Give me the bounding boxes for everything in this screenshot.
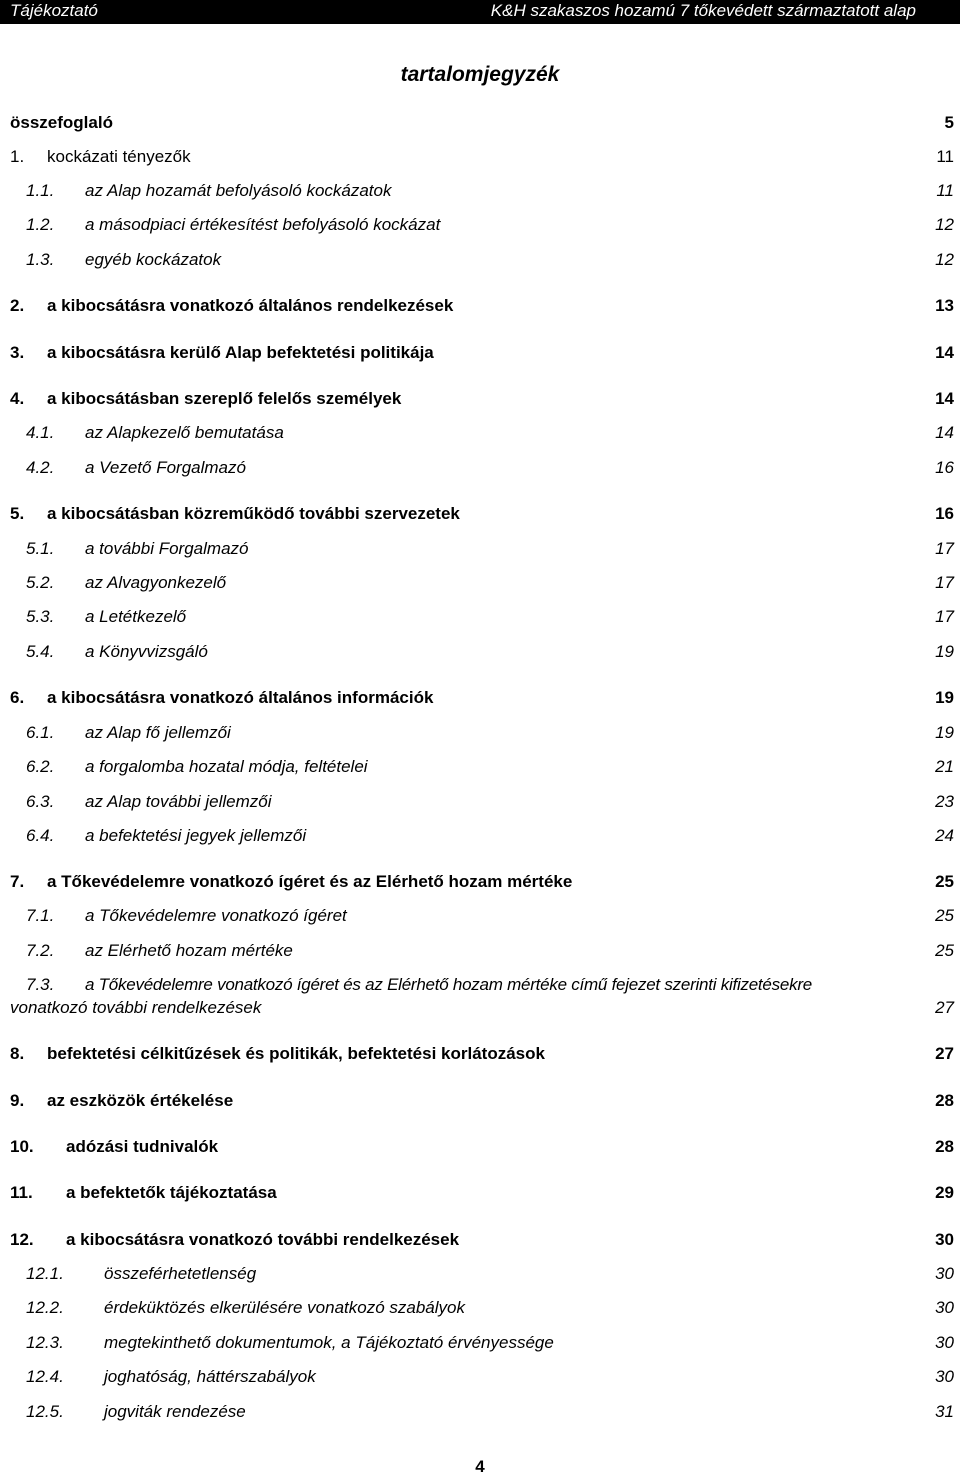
toc-entry-text: az Alap fő jellemzői [85,723,231,742]
toc-entry-text: a kibocsátásban közreműködő további szervezetek [47,504,460,523]
toc-entry-number: 5.1. [26,539,55,558]
toc-entry-page: 12 [935,215,954,234]
header-fund-name: K&H szakaszos hozamú 7 tőkevédett származtatott alap [490,1,916,20]
toc-entry-page: 31 [935,1402,954,1421]
toc-entry-number: 12. [10,1230,34,1249]
toc-entry-number: 12.5. [26,1402,64,1421]
toc-entry-number: 5.2. [26,573,55,592]
toc-entry-text: a Vezető Forgalmazó [85,458,246,477]
toc-entry-text: befektetési célkitűzések és politikák, befektetési korlátozások [47,1044,545,1063]
toc-entry-text-continued: vonatkozó további rendelkezések [10,998,262,1017]
toc-entry-number: 5.4. [26,642,55,661]
toc-entry-number: 7. [10,872,25,891]
toc-entry-number: 6. [10,688,25,707]
toc-entry-number: 6.4. [26,826,55,845]
toc-entry-number: 8. [10,1044,25,1063]
toc-entry-text: a kibocsátásra vonatkozó további rendelkezések [66,1230,460,1249]
toc-entry-page: 30 [935,1264,954,1283]
toc-entry-text: az eszközök értékelése [47,1091,234,1110]
toc-entry-number: 4.1. [26,423,55,442]
toc-entry-page: 14 [935,343,954,362]
toc-entry-number: 7.1. [26,906,55,925]
toc-entry-number: 12.2. [26,1298,64,1317]
toc-entry-text: az Alvagyonkezelő [85,573,227,592]
toc-entry-text: a másodpiaci értékesítést befolyásoló kockázat [85,215,441,234]
toc-entry-page: 25 [935,906,954,925]
toc-entry-page: 17 [935,607,954,626]
toc-entry-text: a Tőkevédelemre vonatkozó ígéret [85,906,347,925]
toc-entry-number: 7.2. [26,941,55,960]
toc-entry-page: 27 [935,998,954,1017]
toc-entry-text: a befektetők tájékoztatása [66,1183,277,1202]
toc-entry-text: a Tőkevédelemre vonatkozó ígéret és az Elérhető hozam mértéke [47,872,573,891]
toc-entry-text: összeférhetetlenség [104,1264,257,1283]
toc-entry-number: 1. [10,147,25,166]
toc-entry-text: megtekinthető dokumentumok, a Tájékoztató érvényessége [104,1333,554,1352]
toc-entry-number: 6.3. [26,792,55,811]
toc-entry-page: 17 [935,573,954,592]
toc-entry-text: érdeküktözés elkerülésére vonatkozó szabályok [104,1298,465,1317]
toc-entry-number: 12.1. [26,1264,64,1283]
toc-entry-text: a további Forgalmazó [85,539,249,558]
toc-entry-page: 12 [935,250,954,269]
toc-entry-text: a Könyvvizsgáló [85,642,208,661]
toc-entry-number: 1.1. [26,181,55,200]
toc-entry-page: 13 [935,296,954,315]
toc-entry-page: 28 [935,1091,954,1110]
toc-entry-text: a forgalomba hozatal módja, feltételei [85,757,368,776]
toc-entry-page: 30 [935,1298,954,1317]
toc-entry-page: 11 [936,181,954,200]
toc-entry-text: a kibocsátásban szereplő felelős személyek [47,389,402,408]
toc-entry-page: 23 [935,792,954,811]
toc-entry-text: a kibocsátásra vonatkozó általános rendelkezések [47,296,454,315]
toc-entry-number: 3. [10,343,25,362]
toc-entry-text: a Letétkezelő [85,607,187,626]
toc-entry-number: 7.3. [26,975,55,994]
toc-entry-number: 5.3. [26,607,55,626]
toc-entry-text: a Tőkevédelemre vonatkozó ígéret és az Elérhető hozam mértéke című fejezet szerinti kifizetésekre [85,975,812,994]
page-number: 4 [475,1457,485,1476]
toc-entry-page: 14 [935,423,954,442]
toc-entry-page: 21 [935,757,954,776]
toc-entry-text: a kibocsátásra vonatkozó általános információk [47,688,434,707]
toc-entry-page: 24 [935,826,954,845]
toc-entry-number: 4.2. [26,458,55,477]
toc-entry-page: 29 [935,1183,954,1202]
toc-entry-page: 14 [935,389,954,408]
toc-entry-page: 5 [944,113,954,132]
toc-entry-page: 30 [935,1367,954,1386]
toc-entry-page: 16 [935,458,954,477]
toc-entry-page: 19 [935,642,954,661]
toc-entry-number: 12.4. [26,1367,64,1386]
toc-entry-text: az Alap további jellemzői [85,792,272,811]
toc-entry-page: 25 [935,872,954,891]
toc-entry-text: kockázati tényezők [47,147,191,166]
toc-entry-page: 30 [935,1230,954,1249]
toc-entry-page: 19 [935,688,954,707]
toc-entry-number: 4. [10,389,25,408]
toc-entry-text: egyéb kockázatok [85,250,222,269]
toc-entry-text: az Alap hozamát befolyásoló kockázatok [85,181,392,200]
toc-entry-number: 11. [10,1183,33,1202]
toc-entry-text: joghatóság, háttérszabályok [104,1367,316,1386]
toc-entry-page: 17 [935,539,954,558]
toc-entry-7-3-continuation [10,997,954,1019]
toc-entry-text: a befektetési jegyek jellemzői [85,826,307,845]
toc-entry-number: 2. [10,296,25,315]
toc-entry-text: jogviták rendezése [104,1402,246,1421]
toc-entry-number: 12.3. [26,1333,64,1352]
toc-entry-page: 16 [935,504,954,523]
toc-entry-page: 30 [935,1333,954,1352]
toc-entry-text: a kibocsátásra kerülő Alap befektetési politikája [47,343,434,362]
toc-entry-page: 11 [936,147,954,166]
toc-entry-page: 25 [935,941,954,960]
header-document-type: Tájékoztató [10,1,98,20]
toc-entry-page: 27 [935,1044,954,1063]
toc-entry-number: 10. [10,1137,34,1156]
toc-entry-page: 28 [935,1137,954,1156]
page-title: tartalomjegyzék [400,63,560,86]
toc-entry-text: összefoglaló [10,113,113,132]
toc-entry-number: 5. [10,504,25,523]
toc-entry-text: az Elérhető hozam mértéke [85,941,293,960]
toc-entry-number: 1.3. [26,250,55,269]
toc-entry-text: adózási tudnivalók [66,1137,219,1156]
toc-entry-number: 6.2. [26,757,55,776]
toc-entry-number: 6.1. [26,723,55,742]
toc-entry-page: 19 [935,723,954,742]
toc-entry-number: 1.2. [26,215,55,234]
toc-entry-number: 9. [10,1091,25,1110]
toc-entry-text: az Alapkezelő bemutatása [85,423,284,442]
